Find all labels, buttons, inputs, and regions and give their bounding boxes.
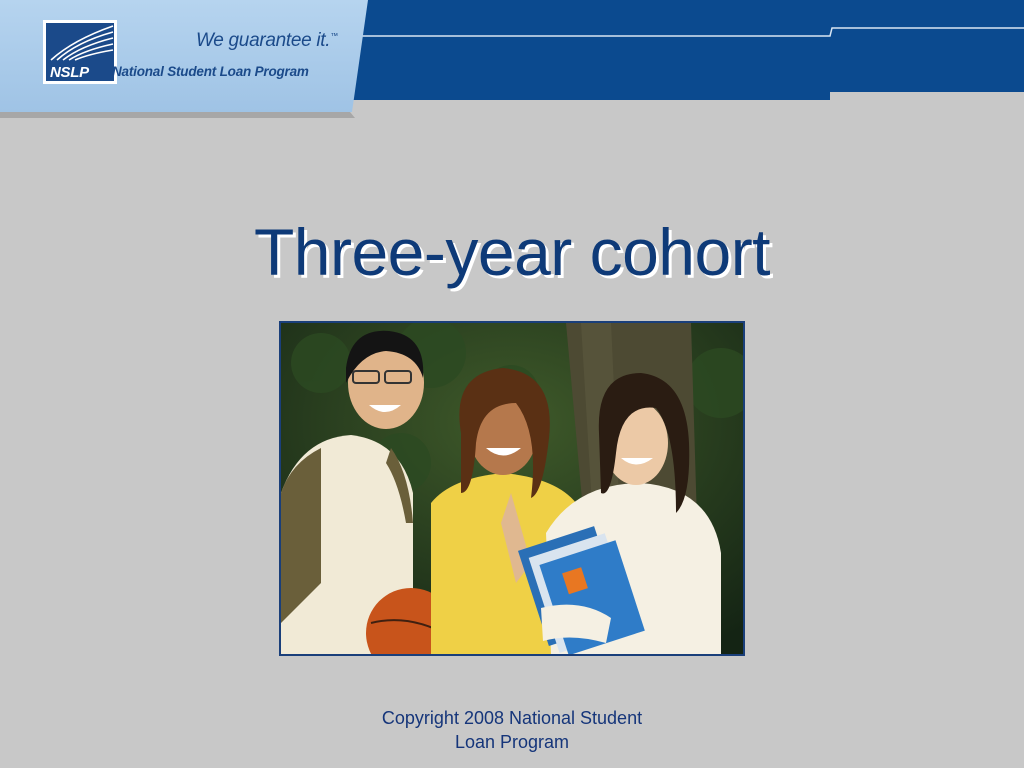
header-background [0,0,1024,122]
students-photo-icon [281,323,743,654]
tagline-text: We guarantee it. [196,30,331,51]
trademark-mark: ™ [330,31,338,41]
logo-abbrev: NSLP [50,64,89,81]
slide-title: Three-year cohort [253,215,771,289]
tagline [196,30,338,52]
copyright-line-1: Copyright 2008 National Student [381,708,643,728]
copyright-line-2: Loan Program [454,732,570,752]
header-band [0,0,1024,122]
org-name: National Student Loan Program [112,64,309,79]
copyright-text [312,706,712,754]
students-photo [279,321,745,656]
